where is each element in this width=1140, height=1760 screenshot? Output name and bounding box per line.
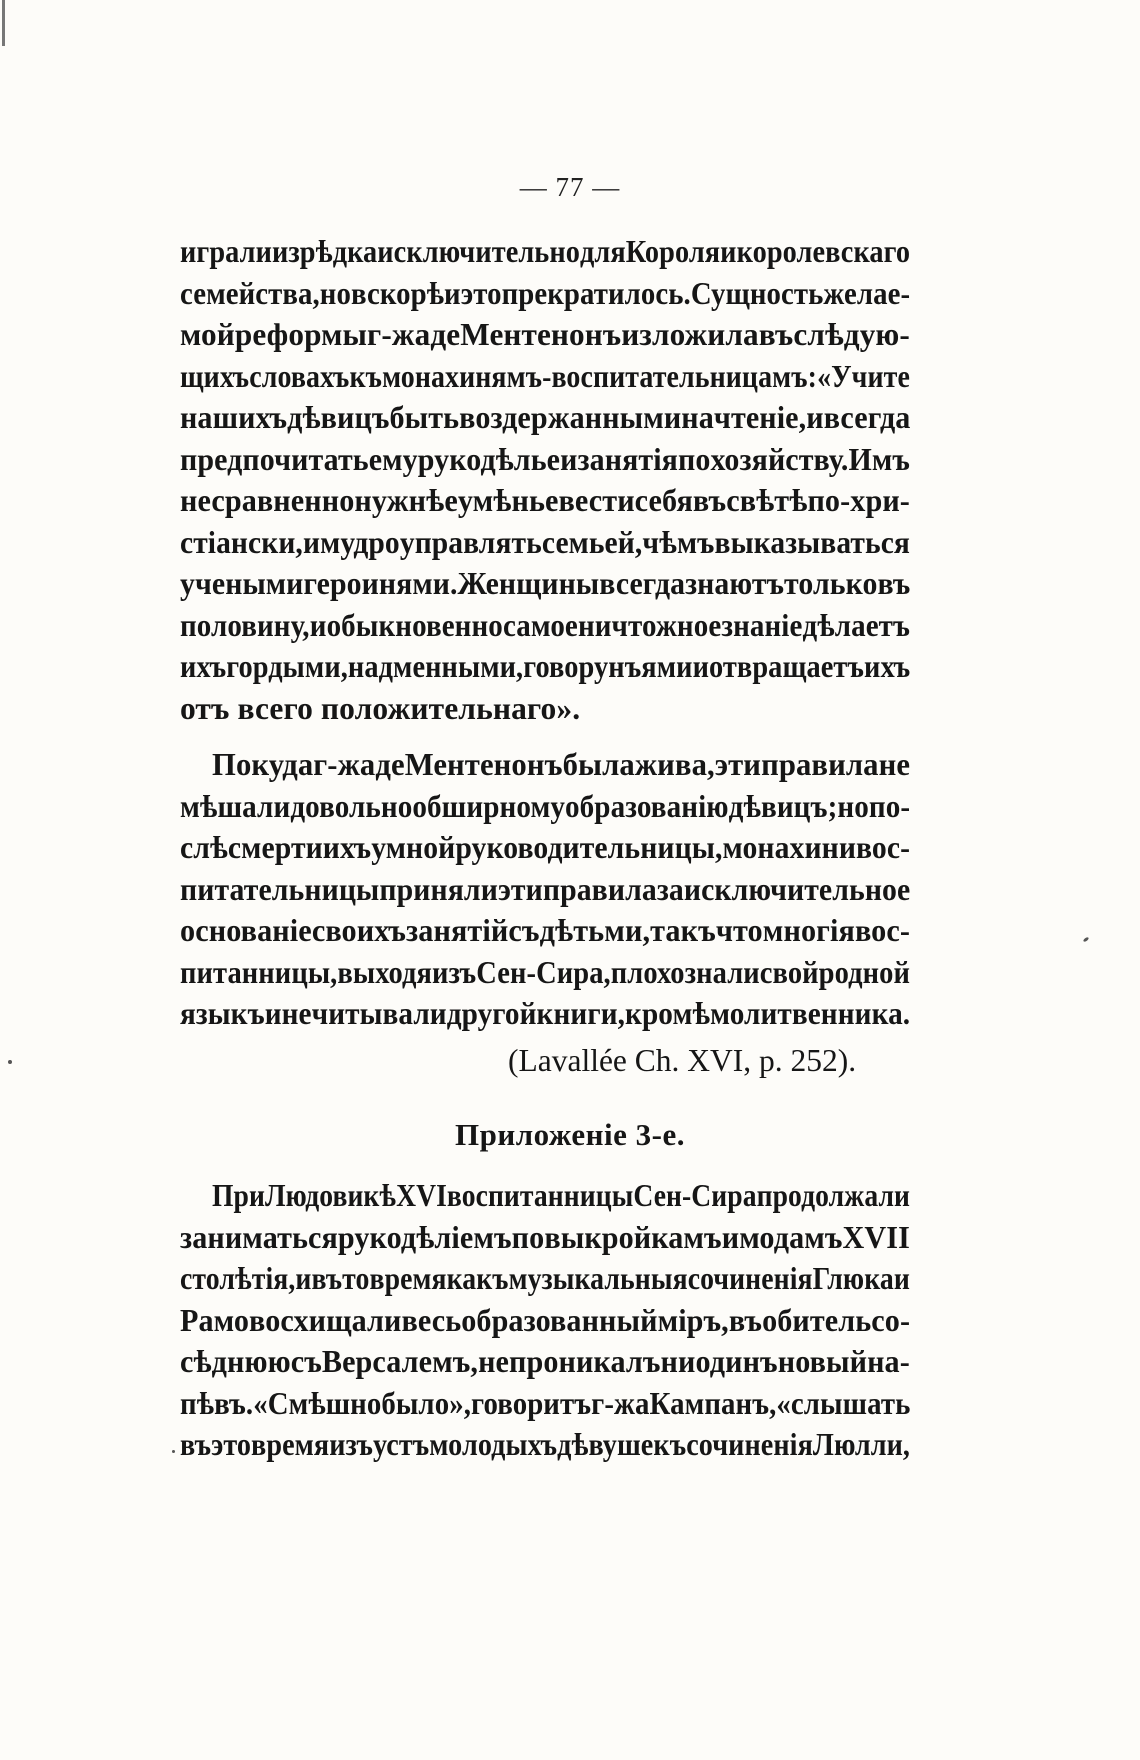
text-line: въэто время изъ устъмолодыхъ дѣвушекъ сочиненія Люлли, [180,1427,911,1462]
text-line: столѣтія,и въ то время какъ музыкальныя сочиненія Глюка и [180,1261,910,1296]
text-line: половину, и обыкновенно самое ничтожное знаніе дѣлаетъ [180,607,911,643]
text-line: питанницы, выходя изъ Сен-Сира, плохо зналисвой родной [180,954,910,990]
text-line: Рамо восхищали весь образованный міръ, въ обитель со- [180,1302,911,1338]
text-line: предпочитать ему рукодѣлье и занятія по хозяйству. Имъ [180,441,911,477]
text-line: При Людовикѣ XVI воспитанницы Сен-Сира продолжали [212,1178,911,1213]
text-line: основаніе своихъ занятій съ дѣтьми, такъ что многія вос- [180,913,911,948]
text-line: слѣ смерти ихъ умной руководительницы, монахини вос- [180,830,911,865]
appendix-heading: Приложеніе 3-е. [455,1117,685,1152]
citation: (Lavallée Ch. XVI, p. 252). [508,1043,857,1078]
text-line: языкъ и не читывали другой книги, кромѣ молитвенника. [180,996,911,1031]
scan-speck [1083,937,1090,943]
text-line: заниматься рукодѣліемъ по выкройкамъ и модамъ XVII [180,1219,910,1255]
scan-edge-mark [2,0,5,46]
text-line: Покуда г-жа де Ментенонъ была жива, эти правила не [212,747,911,782]
text-line: ихъ гордыми, надменными, говорунъями и отвращаетъ ихъ [180,649,911,684]
text-line: мѣшали довольно обширному образованію дѣвицъ; но по- [180,788,911,824]
text-line: щихъ словахъ къ монахинямъ-воспитательницамъ: «Учите [180,358,910,394]
text-line: несравненно нужнѣе умѣнье вести себя въ свѣтѣ по-хри- [180,483,910,518]
text-line: сѣднюю съ Версалемъ, не проникалъ ни одинъ новый на- [180,1344,910,1379]
text-line: отъ всего положительнаго». [180,690,581,726]
text-line: учеными героинями. Женщины всегда знаютъ только въ [180,566,911,601]
text-line: играли изрѣдка исключительно для Короля и королевскаго [180,234,911,269]
page-number: — 77 — [519,172,621,202]
text-line: нашихъ дѣвицъ быть воздержанными на чтеніе, и всегда [180,400,911,435]
text-line: семейства, но вскорѣ и это прекратилось. Сущность желае- [180,275,911,311]
scan-speck [172,1450,175,1453]
text-line: стіански, и мудро управлять семьей, чѣмъ выказываться [180,524,911,560]
text-line: пѣвъ. «Смѣшно было», говоритъ г-жа Кампанъ, «слышать [180,1385,911,1421]
text-line: питательницы приняли эти правила за исключительное [180,871,911,907]
scan-speck [8,1060,12,1064]
text-line: мой реформы г-жа де Ментенонъ изложила въ слѣдую- [180,317,910,352]
